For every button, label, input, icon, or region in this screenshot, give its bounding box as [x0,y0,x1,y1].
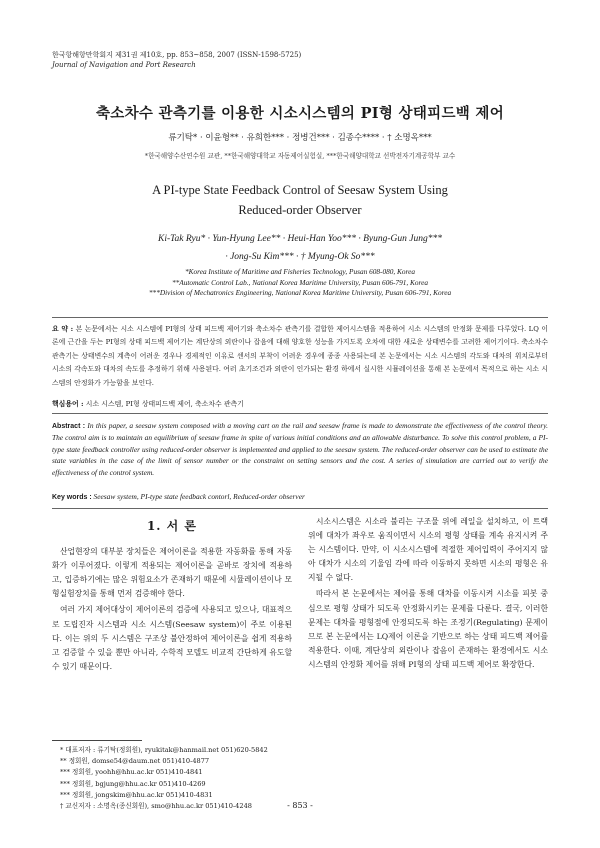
title-english [0,180,600,220]
body-paragraph: 시소시스템은 시소라 불리는 구조물 위에 레일을 설치하고, 이 트랙위에 대차가 좌우로 움직이면서 시소의 평형 상태를 계속 유지시켜 주는 시스템이다. 만약, 이 시소시스템에 적절한 제어입력이 주어지지 않아 대차가 시소의 기울임 각에 따라 이동하지 못하면 시소의 평형은 유지될 수 없다. [308,517,548,583]
body-paragraph: 따라서 본 논문에서는 제어를 통해 대차를 이동시켜 시소를 피봇 중심으로 평형 상태가 되도록 안정화시키는 문제를 다룬다. 결국, 이러한 문제는 대차를 평형점에 안정되도록 하는 조정기(Regulating) 문제이므로 본 논문에서는 LQ제어 이론을 기반으로 하는 상태 피드백 제어를 적용한다. 이때, 계단상의 외란이나 잡음이 존재하는 환경에서도 시소시스템의 안정화 제어를 위해 PI형의 상태 피드백 제어로 확장한다. [308,589,548,669]
title-english-line-2: Reduced-order Observer [238,203,362,217]
footnote: *** 정회원, jongskim@hhu.ac.kr 051)410-4831 [60,790,213,799]
section-heading-introduction: 1. 서 론 [146,519,198,533]
affiliation-english-3: ***Division of Mechatronics Engineering, National Korea Maritime University, Pusan 606-791, Korea [148,288,452,297]
body-paragraph: 여러 가지 제어대상이 제어이론의 검증에 사용되고 있으나, 대표적으로 도립진자 시스템과 시소 시스템(Seesaw system)이 주로 이용된다. 이는 위의 두 시스템은 구조상 불안정하여 제어이론을 쉽게 적용하고 검증할 수 있을 뿐만 아니라, 수학적 모델도 비교적 간단하게 유도할 수 있기 때문이다. [52,605,292,671]
keywords-korean-label: 핵심용어 : [52,400,84,408]
title-english-line-1: A PI-type State Feedback Control of Seesaw System Using [152,183,448,197]
body-column-right [308,515,548,672]
body-paragraph: 산업현장의 대부분 장치들은 제어이론을 적용한 자동화를 통해 자동화가 이루어졌다. 이렇게 적용되는 제어이론을 곧바로 장치에 적용하고, 입증하기에는 많은 위험요소가 존재하기 때문에 시뮬레이션이나 모형실험장치를 통해 먼저 검증해야 한다. [52,547,292,599]
affiliation-english [0,267,600,299]
title-korean: 축소차수 관측기를 이용한 시소시스템의 PI형 상태피드백 제어 [95,105,505,122]
footnote: *** 정회원, yoohh@hhu.ac.kr 051)410-4841 [60,768,203,777]
footnote: † 교신저자 : 소명옥(종신회원), smo@hhu.ac.kr 051)410-4248 [60,802,252,811]
abstract-korean-label: 요 약 : [52,325,74,333]
footnote: *** 정회원, bgjung@hhu.ac.kr 051)410-4269 [60,779,206,788]
authors-english-line-2: · Jong-Su Kim*** · † Myung-Ok So*** [225,252,375,262]
affiliation-korean: *한국해양수산연수원 교관, **한국해양대학교 자동제어실험실, ***한국해양대학교 선박전자기계공학부 교수 [144,152,456,160]
keywords-korean [52,398,548,408]
keywords-korean-text: 시소 시스템, PI형 상태피드백 제어, 축소차수 관측기 [85,400,244,408]
authors-korean: 류기탁* · 이윤형** · 유희한*** · 정병건*** · 김종수**** · † 소명옥*** [168,133,432,143]
footnote-divider [52,740,142,741]
authors-english-line-1: Ki-Tak Ryu* · Yun-Hyung Lee** · Heui-Han Yoo*** · Byung-Gun Jung*** [157,234,443,244]
keywords-english [52,492,548,501]
abstract-korean-text: 본 논문에서는 시소 시스템에 PI형의 상태 피드백 제어기와 축소차수 관측기를 결합한 제어시스템을 적용하여 시소 시스템의 안정화 문제를 다루었다. LQ 이론에 근간을 두는 PI형의 상태 피드백 제어기는 계단상의 외란이나 잡음에 대해 양호한 성능을 가지도록 오차에 대한 새로운 상태변수를 고려한 제어기이다. 축소차수 관측기는 상태변수의 계측이 어려운 경우나 경제적인 이유로 센서의 부착이 어려운 경우에 종종 사용되는데 본 논문에서는 시소 시스템의 각도와 대차의 위치로부터 시소의 각속도와 대차의 속도를 추정하기 위해 사용된다. 여러 초기조건과 외란이 인가되는 환경 하에서 실시한 시뮬레이션을 통해 본 논문에서 목적으로 하는 시소 시스템의 안정화가 가능함을 보인다. [52,325,549,387]
divider-top [52,317,548,318]
authors-english [0,230,600,266]
abstract-english-label: Abstract : [52,423,86,430]
footnote: * 대표저자 : 류기탁(정회원), ryukitak@hanmail.net 051)620-5842 [60,746,268,754]
affiliation-english-2: **Automatic Control Lab., National Korea Maritime University, Pusan 606-791, Korea [172,277,428,287]
journal-name-en: Journal of Navigation and Port Research [52,61,196,69]
keywords-english-text: Seesaw system, PI-type state feedback contorl, Reduced-order observer [93,492,305,501]
affiliation-english-1: *Korea Institute of Maritime and Fisheries Technology, Pusan 608-080, Korea [184,267,416,276]
keywords-english-label: Key words : [52,494,92,501]
body-column-left [52,515,292,674]
page-number: - 853 - [287,801,313,810]
abstract-korean [52,323,548,390]
footnote: ** 정회원, domse54@daum.net 051)410-4877 [60,757,210,766]
abstract-english-text: In this paper, a seesaw system composed with a moving cart on the rail and seesaw frame is made to demonstrate the effectiveness of the control theory. The control aim is to maintain an equilibrium of seesaw frame in spite of various initial conditions and an allowable disturbance. To solve this control problem, a PI-type state feedback controller using reduced-order observer is implemented and applied to the seesaw system. The reduced-order observer can be used to estimate the state variables in the case of the limit of sensor number or the constraint on setting sensors and the cost. A series of simulation are carried out to verify the effectiveness of the control system. [52,421,548,477]
journal-header [52,50,301,70]
divider-middle [52,413,548,414]
divider-bottom [52,508,548,509]
journal-citation: 한국항해항만학회지 제31권 제10호, pp. 853~858, 2007 (ISSN-1598-5725) [52,51,302,59]
abstract-english [52,420,548,478]
